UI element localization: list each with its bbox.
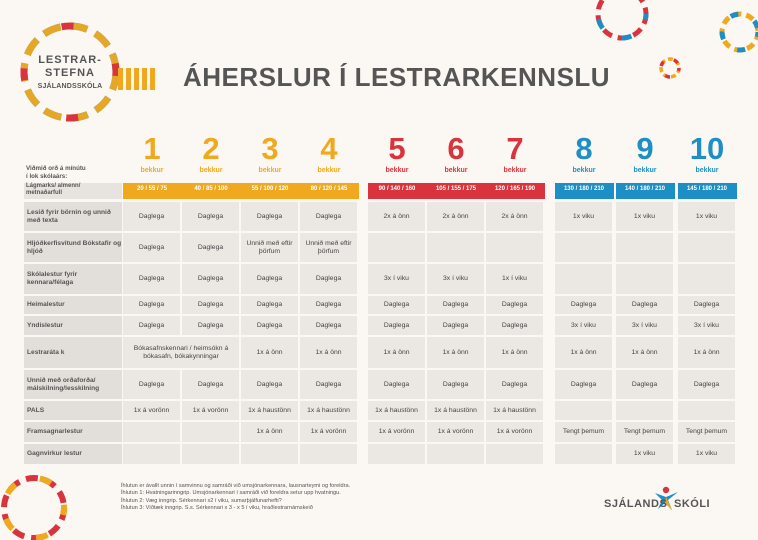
grade-number: 1 — [143, 131, 161, 166]
note-2: Íhlutun 2: Væg inngrip. Sérkennari x2 í viku, sumarþjálfunarhefti? — [121, 497, 282, 504]
table-cell: Daglega — [241, 202, 298, 231]
table-cell: Bókasafnskennari / heimsókn á bókasafn, bókakynningar — [123, 337, 239, 368]
grade-label: bekkur — [695, 167, 719, 174]
table-cell: Daglega — [368, 316, 425, 335]
table-cell: 1x viku — [678, 202, 735, 231]
table-cell: 1x á vorönn — [300, 422, 357, 442]
table-cell: 3x í viku — [678, 316, 735, 335]
row-label: Lestraráta k — [24, 337, 122, 368]
level-value-9: 140 / 180 / 210 — [624, 186, 666, 192]
table-cell: Daglega — [300, 202, 357, 231]
grade-number: 7 — [506, 131, 524, 166]
subtitle — [26, 165, 86, 181]
table-cell: 1x viku — [678, 444, 735, 464]
grade-header-4 — [300, 133, 358, 174]
grade-number: 3 — [261, 131, 279, 166]
table-cell: Daglega — [241, 370, 298, 399]
table-cell — [678, 264, 735, 294]
table-cell — [555, 233, 612, 262]
table-cell: Daglega — [241, 264, 298, 294]
table-cell — [427, 444, 484, 464]
grade-label: bekkur — [140, 167, 164, 174]
table-cell: Daglega — [123, 233, 180, 262]
grade-label: bekkur — [317, 167, 341, 174]
table-cell — [123, 444, 180, 464]
table-cell — [616, 401, 673, 420]
table-cell — [123, 422, 180, 442]
table-cell: Unnið með eftir þörfum — [300, 233, 357, 262]
table-cell: 1x á haustönn — [486, 401, 543, 420]
grade-header-10 — [678, 133, 736, 174]
band-label-line2: metnaðarfull — [26, 190, 63, 196]
right-ring-icon — [722, 14, 758, 50]
grade-header-7 — [486, 133, 544, 174]
table-cell: 1x á vorönn — [368, 422, 425, 442]
table-cell: 2x á önn — [368, 202, 425, 231]
table-cell — [555, 401, 612, 420]
logo-bars-icon — [118, 68, 155, 90]
table-cell: 2x á önn — [486, 202, 543, 231]
grade-header-3 — [241, 133, 299, 174]
top-right-ring-icon — [598, 0, 646, 38]
table-cell — [300, 444, 357, 464]
table-cell: Daglega — [427, 316, 484, 335]
table-cell: 3x í viku — [427, 264, 484, 294]
table-cell: Daglega — [616, 370, 673, 399]
table-cell: Daglega — [368, 296, 425, 314]
table-cell: 1x á vorönn — [427, 422, 484, 442]
table-cell — [555, 264, 612, 294]
table-cell: Daglega — [182, 316, 239, 335]
table-cell: 1x viku — [555, 202, 612, 231]
grade-header-8 — [555, 133, 613, 174]
table-cell: Daglega — [555, 296, 612, 314]
table-cell — [182, 422, 239, 442]
row-label: PALS — [24, 401, 122, 420]
table-cell — [678, 233, 735, 262]
row-label: Heimalestur — [24, 296, 122, 314]
table-cell: 1x á önn — [427, 337, 484, 368]
table-cell: Daglega — [123, 264, 180, 294]
grade-number: 9 — [636, 131, 654, 166]
table-cell: Daglega — [368, 370, 425, 399]
page-title: ÁHERSLUR Í LESTRARKENNSLU — [183, 62, 611, 92]
table-cell: 1x á vorönn — [123, 401, 180, 420]
table-cell: 3x í viku — [368, 264, 425, 294]
level-value-2: 40 / 85 / 100 — [194, 186, 228, 192]
table-cell: Daglega — [241, 296, 298, 314]
table-cell: 1x viku — [616, 444, 673, 464]
level-value-10: 145 / 180 / 210 — [686, 186, 728, 192]
table-cell: Daglega — [300, 370, 357, 399]
table-cell: 1x á haustönn — [241, 401, 298, 420]
table-cell: Daglega — [300, 264, 357, 294]
table-cell — [486, 233, 543, 262]
table-cell: Daglega — [123, 370, 180, 399]
table-cell: 1x á haustönn — [300, 401, 357, 420]
grade-number: 5 — [388, 131, 406, 166]
table-cell: Daglega — [300, 296, 357, 314]
table-cell: Daglega — [616, 296, 673, 314]
table-cell: Daglega — [555, 370, 612, 399]
table-cell: Daglega — [123, 202, 180, 231]
row-label: Lesið fyrir börnin og unnið með texta — [24, 202, 122, 231]
table-cell: 1x á önn — [555, 337, 612, 368]
row-label: Unnið með orðaforða/ málskilning/lesskilning — [24, 370, 122, 399]
table-cell: 1x viku — [616, 202, 673, 231]
table-cell: Daglega — [123, 316, 180, 335]
table-cell — [486, 444, 543, 464]
table-cell: 1x á önn — [241, 337, 298, 368]
grade-label: bekkur — [258, 167, 282, 174]
table-cell: Daglega — [678, 296, 735, 314]
grade-header-9 — [616, 133, 674, 174]
subtitle-line1: Viðmið orð á mínútu — [26, 165, 86, 172]
table-cell: 1x á vorönn — [486, 422, 543, 442]
table-cell: Daglega — [427, 370, 484, 399]
table-cell: Daglega — [678, 370, 735, 399]
logo-line3: SJÁLANDSSKÓLA — [37, 83, 103, 90]
table-cell: 1x á önn — [368, 337, 425, 368]
table-cell — [678, 401, 735, 420]
table-cell: 1x á önn — [241, 422, 298, 442]
grade-header-5 — [368, 133, 426, 174]
bottom-left-ring-icon — [4, 478, 64, 538]
table-cell — [182, 444, 239, 464]
level-value-6: 105 / 155 / 175 — [435, 186, 477, 192]
grade-number: 2 — [202, 131, 220, 166]
table-cell: Daglega — [300, 316, 357, 335]
table-cell: 3x í viku — [616, 316, 673, 335]
table-cell: Daglega — [182, 264, 239, 294]
table-cell — [368, 233, 425, 262]
table-cell: Unnið með eftir þörfum — [241, 233, 298, 262]
table-cell: 1x á önn — [300, 337, 357, 368]
table-cell — [616, 264, 673, 294]
level-value-7: 120 / 165 / 190 — [494, 186, 536, 192]
table-cell: Daglega — [182, 233, 239, 262]
table-cell: 1x á haustönn — [368, 401, 425, 420]
level-value-1: 20 / 55 / 75 — [136, 186, 168, 192]
level-value-3: 55 / 100 / 120 — [251, 186, 289, 192]
grade-number: 8 — [575, 131, 593, 166]
table-cell: 1x í viku — [486, 264, 543, 294]
table-cell: Daglega — [486, 296, 543, 314]
table-cell: Daglega — [486, 370, 543, 399]
note-1: Íhlutun 1: Hvatningarinngrip. Umsjónarkennari í samráði við foreldra setur upp hvatningu. — [121, 490, 341, 497]
table-cell — [368, 444, 425, 464]
table-cell: 1x á önn — [486, 337, 543, 368]
band-label — [26, 183, 80, 197]
school-brand — [604, 498, 711, 510]
brand-part2: SKÓLI — [674, 498, 711, 510]
logo-line2: STEFNA — [45, 67, 95, 79]
table-cell — [616, 233, 673, 262]
note-3: Íhlutun 3: Víðtæk inngrip. S.s. Sérkennari x 3 - x 5 í viku, hraðlestrarnámskeið — [121, 505, 313, 512]
grade-label: bekkur — [503, 167, 527, 174]
grade-header-2 — [182, 133, 240, 174]
level-value-5: 90 / 140 / 160 — [378, 186, 416, 192]
notes — [121, 483, 350, 513]
table-cell: 1x á vorönn — [182, 401, 239, 420]
grade-number: 6 — [447, 131, 465, 166]
table-cell: Daglega — [182, 202, 239, 231]
table-cell: Daglega — [486, 316, 543, 335]
small-ring-icon — [661, 59, 679, 77]
grade-label: bekkur — [572, 167, 596, 174]
subtitle-line2: í lok skólaárs: — [26, 173, 68, 180]
grade-header-6 — [427, 133, 485, 174]
grade-label: bekkur — [444, 167, 468, 174]
table-cell: Daglega — [123, 296, 180, 314]
grade-label: bekkur — [633, 167, 657, 174]
row-label: Yndislestur — [24, 316, 122, 335]
grade-label: bekkur — [199, 167, 223, 174]
table-cell: 1x á haustönn — [427, 401, 484, 420]
level-value-4: 80 / 120 / 145 — [310, 186, 348, 192]
logo-line1: LESTRAR- — [38, 54, 102, 66]
band-label-line1: Lágmarks/ almenn/ — [26, 183, 81, 189]
table-cell — [241, 444, 298, 464]
brand-part1: SJÁLANDS — [604, 498, 668, 510]
level-value-8: 130 / 180 / 210 — [563, 186, 605, 192]
table-cell: Tengt þemum — [678, 422, 735, 442]
table-cell: 1x á önn — [678, 337, 735, 368]
table-cell: Tengt þemum — [555, 422, 612, 442]
table-cell: Daglega — [427, 296, 484, 314]
table-cell: Daglega — [182, 296, 239, 314]
table-cell: 3x í viku — [555, 316, 612, 335]
table-cell — [427, 233, 484, 262]
table-cell: 2x á önn — [427, 202, 484, 231]
grade-number: 4 — [320, 131, 338, 166]
table-cell: Daglega — [241, 316, 298, 335]
row-label: Hljóðkerfisvitund Bókstafir og hljóð — [24, 233, 122, 262]
grade-header-1 — [123, 133, 181, 174]
table-cell: 1x á önn — [616, 337, 673, 368]
note-intro: Íhlutun er ávallt unnin í samvinnu og samráði við umsjónarkennara, lausnarteymi og foreldra. — [121, 483, 351, 489]
table-cell: Tengt þemum — [616, 422, 673, 442]
row-label: Gagnvirkur lestur — [24, 444, 122, 464]
table-cell — [555, 444, 612, 464]
table-cell: Daglega — [182, 370, 239, 399]
row-label: Framsagnarlestur — [24, 422, 122, 442]
grade-number: 10 — [689, 131, 725, 166]
grade-label: bekkur — [385, 167, 409, 174]
row-label: Skólalestur fyrir kennara/félaga — [24, 264, 122, 294]
